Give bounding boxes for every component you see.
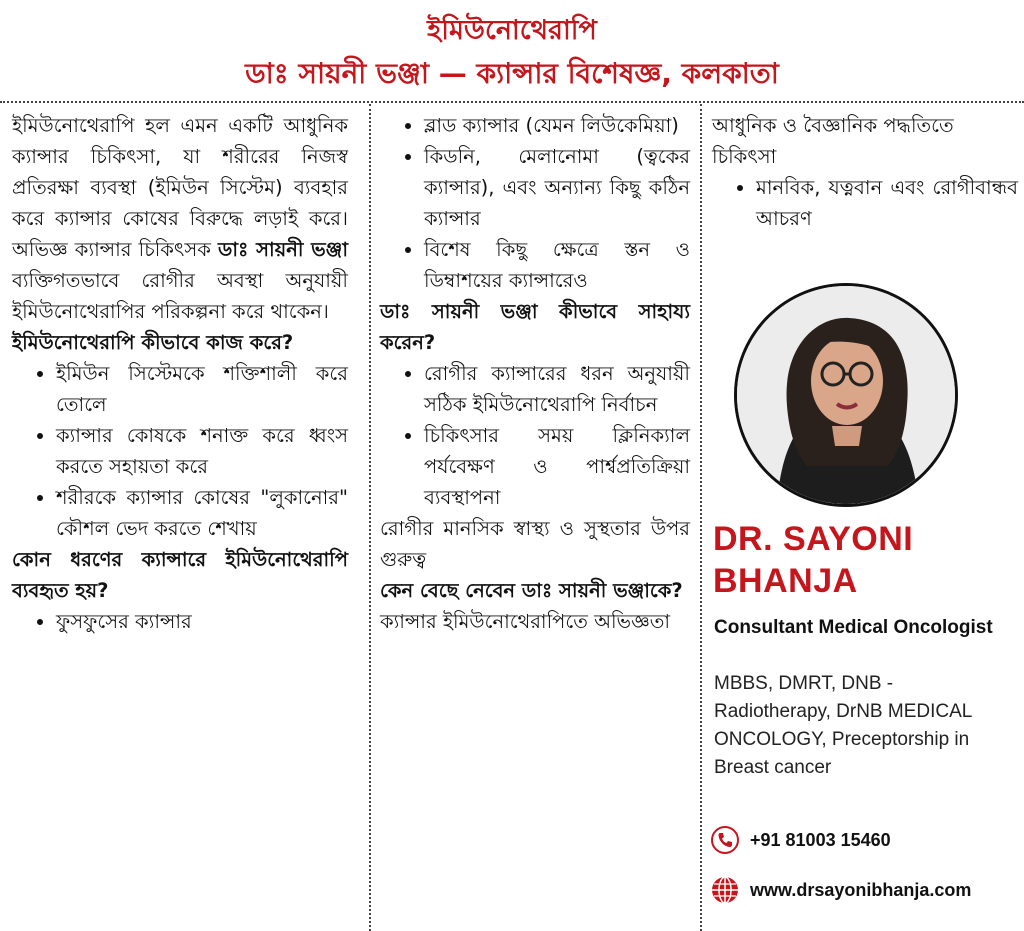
which-heading: কোন ধরণের ক্যান্সারে ইমিউনোথেরাপি ব্যবহৃত হয়?	[12, 548, 348, 602]
doctor-portrait-icon	[737, 286, 955, 504]
column-1	[12, 110, 348, 637]
doctor-name-line2: BHANJA	[713, 562, 858, 600]
list-item: • রোগীর ক্যান্সারের ধরন অনুযায়ী সঠিক ইমিউনোথেরাপি নির্বাচন	[424, 358, 690, 420]
why-text-2: আধুনিক ও বৈজ্ঞানিক পদ্ধতিতে চিকিৎসা	[712, 114, 954, 168]
intro-text-b: ব্যক্তিগতভাবে রোগীর অবস্থা অনুযায়ী ইমিউনোথেরাপির পরিকল্পনা করে থাকেন।	[12, 269, 348, 323]
header-divider	[0, 101, 1024, 103]
page-subtitle: ডাঃ সায়নী ভঞ্জা — ক্যান্সার বিশেষজ্ঞ, কলকাতা	[245, 57, 779, 90]
list-item: • ক্যান্সার কোষকে শনাক্ত করে ধ্বংস করতে সহায়তা করে	[56, 420, 348, 482]
list-item: • কিডনি, মেলানোমা (ত্বকের ক্যান্সার), এবং অন্যান্য কিছু কঠিন ক্যান্সার	[424, 141, 690, 234]
which-list-start	[12, 606, 348, 637]
doctor-qualifications: MBBS, DMRT, DNB - Radiotherapy, DrNB MEDICAL ONCOLOGY, Preceptorship in Breast cancer	[714, 673, 972, 778]
list-item: • ইমিউন সিস্টেমকে শক্তিশালী করে তোলে	[56, 358, 348, 420]
help-heading: ডাঃ সায়নী ভঞ্জা কীভাবে সাহায্য করেন?	[380, 300, 690, 354]
doctor-photo	[734, 283, 958, 507]
phone-number[interactable]: +91 81003 15460	[750, 829, 891, 850]
help-text: রোগীর মানসিক স্বাস্থ্য ও সুস্থতার উপর গুরুত্ব	[380, 517, 690, 571]
column-divider-2	[700, 104, 702, 931]
website-link[interactable]: www.drsayonibhanja.com	[750, 879, 972, 900]
page-header	[0, 0, 1024, 100]
list-item: • ব্লাড ক্যান্সার (যেমন লিউকেমিয়া)	[424, 110, 690, 141]
list-item: • ফুসফুসের ক্যান্সার	[56, 606, 348, 637]
column-3	[712, 110, 1018, 234]
why-list	[712, 172, 1018, 234]
how-heading: ইমিউনোথেরাপি কীভাবে কাজ করে?	[12, 331, 294, 354]
why-text: ক্যান্সার ইমিউনোথেরাপিতে অভিজ্ঞতা	[380, 610, 671, 633]
intro-paragraph	[12, 110, 348, 327]
intro-doctor-name: ডাঃ সায়নী ভঞ্জা	[218, 238, 348, 261]
how-list	[12, 358, 348, 544]
column-2	[380, 110, 690, 637]
website-contact[interactable]	[710, 875, 1020, 905]
help-list	[380, 358, 690, 513]
which-list-cont	[380, 110, 690, 296]
doctor-role: Consultant Medical Oncologist	[714, 617, 993, 638]
phone-contact[interactable]	[710, 825, 1020, 855]
list-item: • মানবিক, যত্নবান এবং রোগীবান্ধব আচরণ	[756, 172, 1018, 234]
phone-icon	[710, 825, 740, 855]
intro-text-a: ইমিউনোথেরাপি হল এমন একটি আধুনিক ক্যান্সার চিকিৎসা, যা শরীরের নিজস্ব প্রতিরক্ষা ব্যবস্থা (ইমিউন সিস্টেম) ব্যবহার করে ক্যান্সার কোষের বিরুদ্ধে লড়াই করে। অভিজ্ঞ ক্যান্সার চিকিৎসক	[12, 114, 348, 261]
list-item: • বিশেষ কিছু ক্ষেত্রে স্তন ও ডিম্বাশয়ের ক্যান্সারেও	[424, 234, 690, 296]
page-title: ইমিউনোথেরাপি	[427, 15, 597, 46]
list-item: • শরীরকে ক্যান্সার কোষের "লুকানোর" কৌশল ভেদ করতে শেখায়	[56, 482, 348, 544]
doctor-name	[713, 518, 1013, 602]
list-item: • চিকিৎসার সময় ক্লিনিক্যাল পর্যবেক্ষণ ও পার্শ্বপ্রতিক্রিয়া ব্যবস্থাপনা	[424, 420, 690, 513]
column-divider-1	[369, 104, 371, 931]
doctor-name-line1: DR. SAYONI	[713, 520, 914, 558]
why-heading: কেন বেছে নেবেন ডাঃ সায়নী ভঞ্জাকে?	[380, 579, 683, 602]
globe-icon	[710, 875, 740, 905]
